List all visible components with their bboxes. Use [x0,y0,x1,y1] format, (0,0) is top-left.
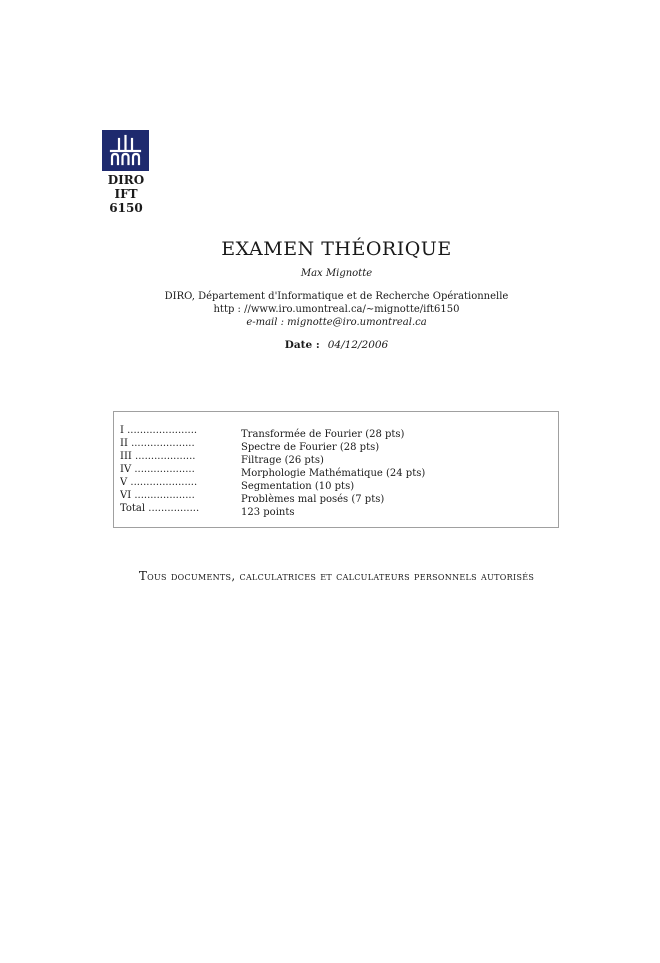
affiliation-line: DIRO, Département d'Informatique et de Recherche Opérationnelle [164,291,509,302]
section-number: II .................... [120,438,195,449]
course-url: http : //www.iro.umontreal.ca/∼mignotte/ift6150 [213,304,460,315]
email: e-mail : mignotte@iro.umontreal.ca [246,317,427,328]
date-label: Date : [284,339,320,351]
exam-date [0,339,660,351]
section-title: Transformée de Fourier (28 pts) [241,429,405,440]
section-number: IV ................... [120,464,195,475]
section-title: 123 points [241,507,295,518]
author-name: Max Mignotte [300,268,373,279]
section-number: III ................... [120,451,196,462]
dept-name: DIRO [107,173,145,187]
contents-row [120,502,294,519]
exam-title: EXAMEN THÉORIQUE [221,238,452,260]
section-title: Spectre de Fourier (28 pts) [241,442,380,453]
affiliation [0,290,660,329]
section-number: VI ................... [120,490,195,501]
section-number: Total ................ [120,503,200,514]
course-header [96,173,156,215]
section-title: Filtrage (26 pts) [241,455,324,466]
section-title: Problèmes mal posés (7 pts) [241,494,385,505]
section-title: Morphologie Mathématique (24 pts) [241,468,426,479]
course-code: IFT 6150 [109,187,143,215]
documents-notice: Tous documents, calculatrices et calculateurs personnels autorisés [138,569,535,583]
section-title: Segmentation (10 pts) [241,481,355,492]
date-value: 04/12/2006 [327,339,389,351]
section-number: I ...................... [120,425,198,436]
contents-box [113,411,559,528]
diro-logo [102,130,149,171]
section-number: V ..................... [120,477,198,488]
